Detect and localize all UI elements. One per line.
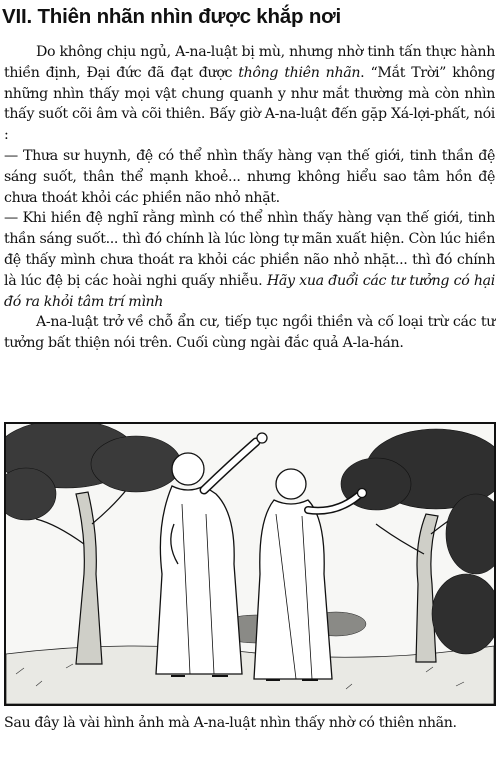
reply-text: — Khi hiền đệ nghĩ rằng mình có thể nhìn thấy hàng vạn thế giới, tinh thần sáng suốt... thì đó chính là lúc lòng tự mãn xuất hiện. Còn lúc hiền đệ thấy mình chưa thoát ra khỏi các phiền não nhỏ nhặt... thì đó chính là lúc đệ bị các hoài nghi quấy nhiễu. — [4, 210, 495, 289]
story-text — [4, 42, 495, 354]
illustration-caption: Sau đây là vài hình ảnh mà A-na-luật nhìn thấy nhờ có thiên nhãn. — [4, 715, 457, 731]
illustration-drawing — [6, 424, 494, 704]
paragraph-conclusion: A-na-luật trở về chỗ ẩn cư, tiếp tục ngồi thiền và cố loại trừ các tư tưởng bất thiện nói trên. Cuối cùng ngài đắc quả A-la-hán. — [4, 314, 495, 352]
paragraph-sariputta-reply — [4, 208, 495, 312]
term-thong-thien-nhan: thông thiên nhãn — [238, 64, 361, 81]
paragraph-intro — [4, 42, 495, 146]
paragraph-intro-text: Do không chịu ngủ, A-na-luật bị mù, nhưng nhờ tinh tấn thực hành thiền định, Đại đức đã đạt được — [4, 44, 495, 81]
paragraph-intro-text-end: . “Mắt Trời” không những nhìn thấy mọi vật chung quanh y như mắt thường mà còn nhìn thấy suốt cõi âm và cõi thiên. Bấy giờ A-na-luật đến gặp Xá-lợi-phất, nói : — [4, 64, 495, 144]
illustration-two-monks — [4, 422, 496, 706]
reply-advice: Hãy xua đuổi các tư tưởng có hại đó ra khỏi tâm trí mình — [4, 272, 495, 310]
paragraph-anuruddha-speech: — Thưa sư huynh, đệ có thể nhìn thấy hàng vạn thế giới, tinh thần đệ sáng suốt, thân thể mạnh khoẻ... nhưng không hiểu sao tâm hồn đệ chưa thoát khỏi các phiền não nhỏ nhặt. — [4, 147, 495, 206]
section-heading: VII. Thiên nhãn nhìn được khắp nơi — [2, 5, 342, 28]
